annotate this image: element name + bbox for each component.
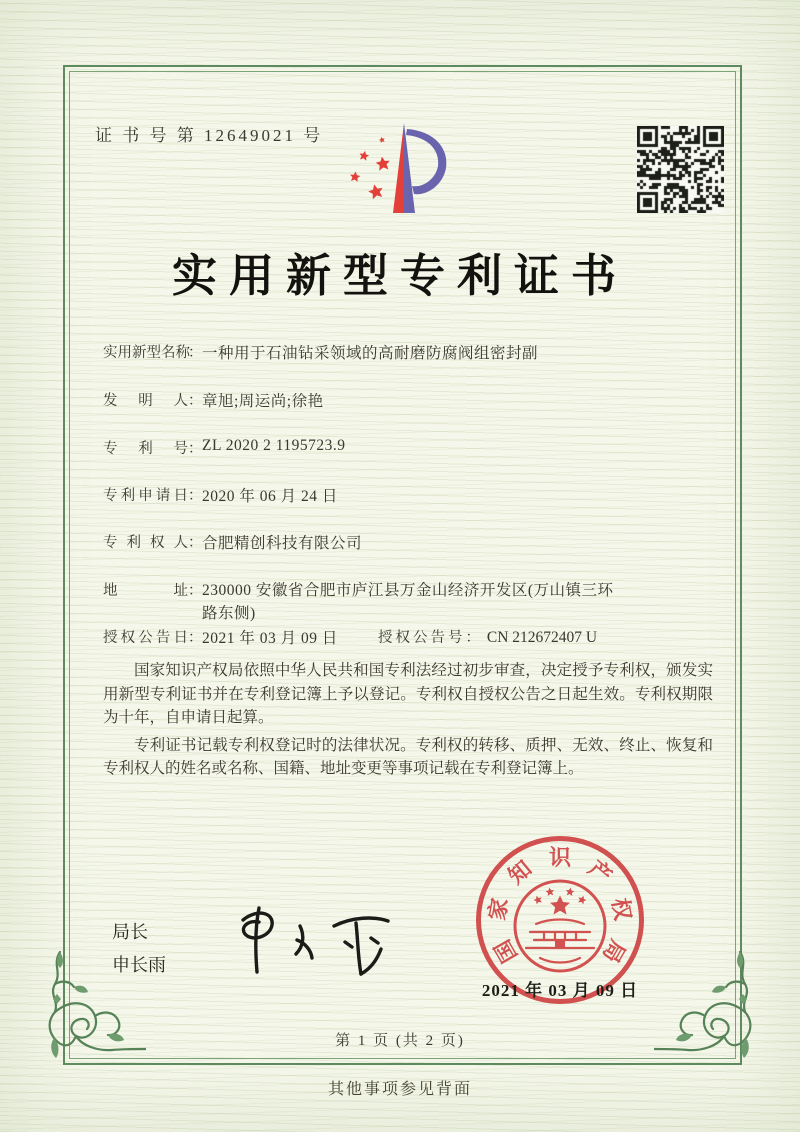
field-colon: ： [188,583,203,599]
seal-character: 局 [597,935,631,968]
grant-no-colon: ： [465,630,483,646]
certificate-title: 实用新型专利证书 [171,251,628,301]
grant-no-value: CN 212672407 U [486,629,598,646]
seal-character: 识 [549,845,572,870]
field-value: 一种用于石油钻采领域的高耐磨防腐阀组密封副 [202,345,539,362]
certificate-number: 证 书 号 第 12649021 号 [95,126,324,145]
field-value: 合肥精创科技有限公司 [202,535,363,552]
corner-flourish-icon [654,950,754,1068]
page-number: 第 1 页 (共 2 页) [335,1033,465,1049]
field-label: 专利申请日 [103,488,188,504]
field-row [103,531,362,553]
signer-block [112,916,166,982]
field-label: 专利号 [103,441,188,457]
cnipa-patent-logo-icon [349,119,453,217]
field-colon: ： [188,488,203,504]
seal-character: 权 [607,896,636,923]
grant-publication-number [378,626,597,647]
field-value: 2020 年 06 月 24 日 [202,488,338,505]
field-colon: ： [188,630,203,646]
qr-code [637,126,724,213]
back-note: 其他事项参见背面 [327,1081,472,1098]
seal-character: 知 [503,855,537,889]
legal-text [103,659,713,785]
field-label: 实用新型名称 [103,345,190,361]
field-row [103,626,338,648]
field-label: 地址 [103,583,188,599]
seal-character: 国 [489,935,523,968]
legal-paragraph-1: 国家知识产权局依照中华人民共和国专利法经过初步审查，决定授予专利权，颁发实用新型专利证书并在专利登记簿上予以登记。专利权自授权公告之日起生效。专利权期限为十年，自申请日起算。 [103,662,713,726]
field-row [103,341,538,363]
field-colon: ： [188,345,203,361]
field-colon: ： [188,393,203,409]
field-label: 授权公告日 [103,630,188,646]
signer-name: 申长雨 [112,955,166,975]
seal-character: 家 [484,896,513,923]
field-value: 章旭;周运尚;徐艳 [202,393,324,410]
national-emblem-icon [510,876,610,976]
grant-no-label: 授权公告号 [378,630,466,646]
field-label: 专利权人 [103,535,188,551]
field-row [103,579,622,625]
field-value: 230000 安徽省合肥市庐江县万金山经济开发区(万山镇三环路东侧) [202,582,614,622]
signer-title: 局长 [112,922,148,942]
field-row [103,484,338,506]
signature-shen-changyu-icon [228,898,408,986]
legal-paragraph-2: 专利证书记载专利权登记时的法律状况。专利权的转移、质押、无效、终止、恢复和专利权人的姓名或名称、国籍、地址变更等事项记载在专利登记簿上。 [103,736,713,777]
field-colon: ： [188,535,203,551]
field-value: ZL 2020 2 1195723.9 [202,437,346,454]
seal-character: 产 [583,855,617,889]
field-label: 发明人 [103,393,188,409]
field-row [103,389,324,411]
field-colon: ： [188,441,203,457]
seal-date: 2021 年 03 月 09 日 [481,981,639,1000]
field-row [103,437,346,458]
field-value: 2021 年 03 月 09 日 [202,630,338,647]
